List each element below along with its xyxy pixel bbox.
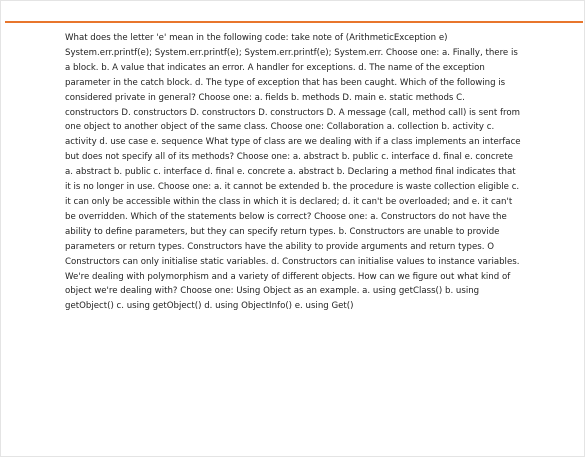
question-body-text: What does the letter 'e' mean in the following code: take note of (ArithmeticException e) System.err.printf(e); System.err.printf(e); System.err.printf(e); System.err. Choose one: a. Finally, there is a block. b. A value that indicates an error. A handler for exceptions. d. The name of the exception parameter in the catch block. d. The type of exception that has been caught. Which of the following is considered private in general? Choose one: a. fields b. methods D. main e. static methods C. constructors D. constructors D. constructors D. constructors D. A message (call, method call) is sent from one object to another object of the same class. Choose one: Collaboration a. collection b. activity c. activity d. use case e. sequence What type of class are we dealing with if a class implements an interface but does not specify all of its methods? Choose one: a. abstract b. public c. interface d. final e. concrete a. abstract b. public c. interface d. final e. concrete a. abstract b. Declaring a method final indicates that it is no longer in use. Choose one: a. it cannot be extended b. the procedure is waste collection eligible c. it can only be accessible within the class in which it is declared; d. it can't be overloaded; and e. it can't be overridden. Which of the statements below is correct? Choose one: a. Constructors do not have the ability to define parameters, but they can specify return types. b. Constructors are unable to provide parameters or return types. Constructors have the ability to provide arguments and return types. O Constructors can only initialise static variables. d. Constructors can initialise values to instance variables. We're dealing with polymorphism and a variety of different objects. How can we figure out what kind of object we're dealing with? Choose one: Using Object as an example. a. using getClass() b. using getObject() c. using getObject() d. using ObjectInfo() e. using Get() [65,33,521,312]
header-accent-rule [5,21,583,23]
